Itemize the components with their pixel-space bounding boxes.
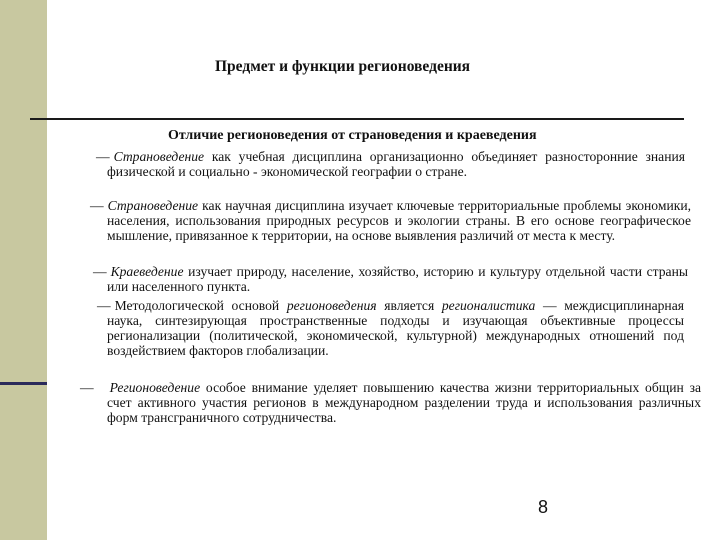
slide-title: Предмет и функции регионоведения xyxy=(215,58,471,75)
sidebar-accent-rule xyxy=(0,382,47,385)
paragraph-text: особое внимание уделяет повышению качества жизни территориальных общин за счет активного участия регионов в международном разделении труда и использования различных форм трансграничного сотрудничества. xyxy=(107,380,701,425)
paragraph-country-studies-teaching xyxy=(96,149,685,179)
paragraph-methodology xyxy=(97,298,684,358)
paragraph-lead: Методологической основой xyxy=(114,298,287,313)
slide-sidebar xyxy=(0,0,47,540)
page-number: 8 xyxy=(538,497,549,517)
paragraph-regional-studies xyxy=(80,380,701,425)
paragraph-term: Страноведение xyxy=(107,198,199,213)
paragraph-dash: — xyxy=(93,264,107,279)
paragraph-country-studies-science xyxy=(90,198,691,243)
paragraph-term-secondary: регионалистика xyxy=(441,298,536,313)
paragraph-text: — междисциплинарная наука, синтезирующая пространственные подходы и изучающая объективные процессы регионализации (политической, экономической, культурной) международных отношений под воздействием факторов глобализации. xyxy=(107,298,684,358)
paragraph-text: как учебная дисциплина организационно объединяет разносторонние знания физической и социально - экономической географии о стране. xyxy=(107,149,685,179)
title-divider xyxy=(30,118,684,120)
paragraph-dash: — xyxy=(90,198,104,213)
paragraph-mid: является xyxy=(376,298,442,313)
paragraph-term: регионоведения xyxy=(286,298,377,313)
paragraph-text: изучает природу, население, хозяйство, историю и культуру отдельной части страны или населенного пункта. xyxy=(107,264,688,294)
paragraph-dash: — xyxy=(97,298,111,313)
paragraph-local-studies xyxy=(93,264,688,294)
paragraph-text: как научная дисциплина изучает ключевые территориальные проблемы экономики, населения, использования природных ресурсов и экологии страны. В его основе географическое мышление, привязанное к территории, на основе выявления различий от места к месту. xyxy=(107,198,691,243)
paragraph-term: Регионоведение xyxy=(109,380,201,395)
paragraph-term: Страноведение xyxy=(113,149,205,164)
section-subheading: Отличие регионоведения от страноведения и краеведения xyxy=(168,128,537,143)
paragraph-dash: — xyxy=(96,149,110,164)
paragraph-dash: — xyxy=(80,380,94,395)
paragraph-term: Краеведение xyxy=(110,264,184,279)
